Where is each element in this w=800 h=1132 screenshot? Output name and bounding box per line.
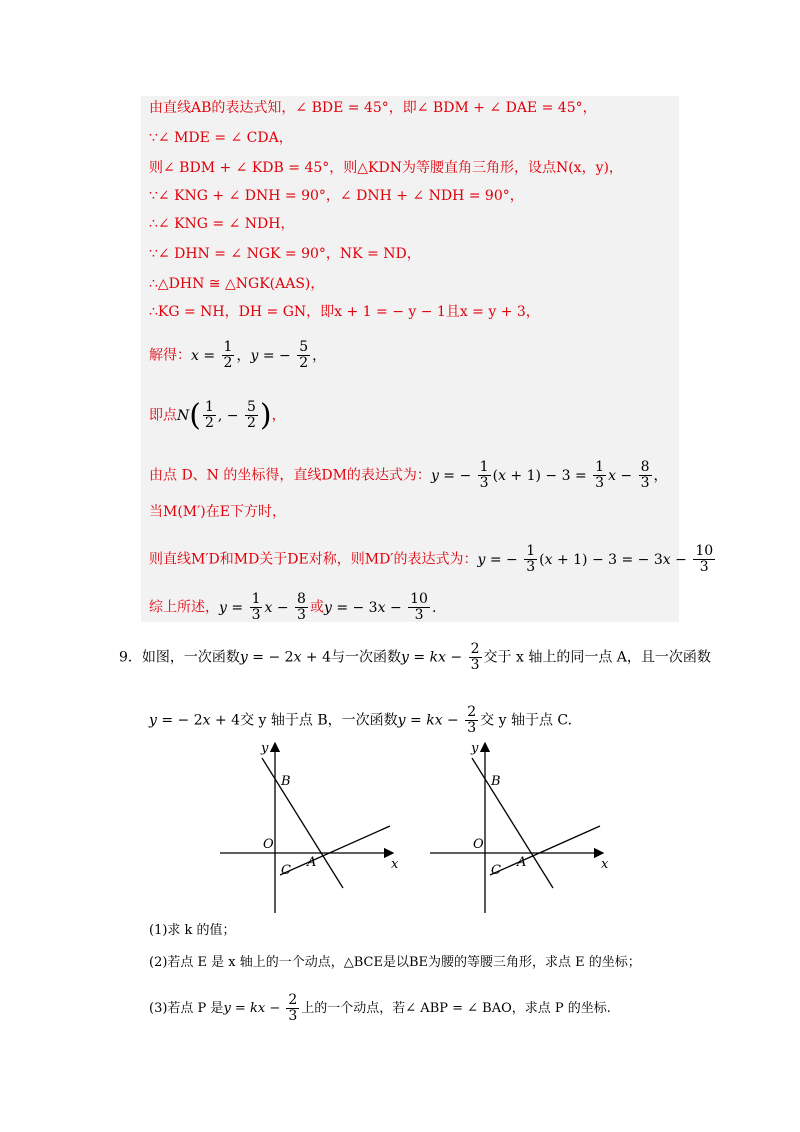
line-y-eq-kx-minus-2-3 — [490, 826, 600, 875]
solution-line-8: ∴KG = NH，DH = GN，即x + 1 = − y − 1且x = y + 3， — [149, 304, 540, 320]
solution-line-10: 即点N( $\frac{1}{2}$ , − $\frac{5}{2}$ )， — [149, 397, 286, 433]
line-y-eq-neg2x-plus4 — [472, 758, 553, 888]
solution-line-7: ∴△DHN ≅ △NGK(AAS)， — [149, 276, 325, 292]
y-axis-label: y — [471, 741, 479, 756]
solution-line-13: 则直线M′D和MD关于DE对称，则MD′的表达式为：y = − $\frac{1}{3}$ (x + 1) − 3 = − 3x − $\frac{10}{3}$ — [149, 543, 714, 575]
x-axis-label: x — [601, 857, 609, 872]
subquestion-2: (2)若点 E 是 x 轴上的一个动点，△BCE是以BE为腰的等腰三角形，求点 E 的坐标； — [149, 955, 641, 970]
graph-left — [220, 741, 399, 913]
solution-line-2: ∵∠ MDE = ∠ CDA， — [149, 130, 293, 146]
solution-line-12: 当M(M′)在E下方时， — [149, 504, 286, 520]
point-c-label: C — [281, 863, 291, 878]
solution-line-5: ∴∠ KNG = ∠ NDH， — [149, 216, 295, 232]
solution-line-14: 综上所述，y = $\frac{1}{3}$ x − $\frac{8}{3}$ 或y = − 3x − $\frac{10}{3}$ . — [149, 591, 437, 623]
line-y-eq-kx-minus-2-3 — [280, 826, 390, 875]
point-a-label: A — [517, 855, 527, 870]
subquestion-3: (3)若点 P 是y = kx − $\frac{2}{3}$ 上的一个动点，若∠ ABP = ∠ BAO，求点 P 的坐标. — [149, 992, 611, 1024]
graph-figures — [215, 738, 615, 916]
x-axis-label: x — [391, 857, 399, 872]
problem-line-2: y = − 2x + 4交 y 轴于点 B，一次函数y = kx − $\frac{2}{3}$ 交 y 轴于点 C. — [149, 704, 573, 736]
point-b-label: B — [281, 774, 291, 789]
solution-line-11: 由点 D、N 的坐标得，直线DM的表达式为：y = − $\frac{1}{3}$ (x + 1) − 3 = $\frac{1}{3}$ x − $\frac{8}{3}$ ， — [149, 459, 668, 491]
graph-right — [430, 741, 609, 913]
point-c-label: C — [491, 863, 501, 878]
y-axis-label: y — [261, 741, 269, 756]
origin-label: O — [473, 837, 484, 852]
origin-label: O — [263, 837, 274, 852]
point-b-label: B — [491, 774, 501, 789]
solution-line-1: 由直线AB的表达式知，∠ BDE = 45°，即∠ BDM + ∠ DAE = 45°， — [149, 100, 597, 116]
subquestion-1: (1)求 k 的值； — [149, 923, 236, 938]
line-y-eq-neg2x-plus4 — [262, 758, 343, 888]
solution-line-4: ∵∠ KNG + ∠ DNH = 90°，∠ DNH + ∠ NDH = 90°， — [149, 188, 524, 204]
problem-line-1: 9．如图，一次函数y = − 2x + 4与一次函数y = kx − $\frac{2}{3}$ 交于 x 轴上的同一点 A，且一次函数 — [119, 641, 711, 673]
solution-line-3: 则∠ BDM + ∠ KDB = 45°，则△KDN为等腰直角三角形，设点N(x，y)， — [149, 160, 623, 176]
solution-line-6: ∵∠ DHN = ∠ NGK = 90°，NK = ND， — [149, 246, 421, 262]
point-a-label: A — [307, 855, 317, 870]
solution-line-9: 解得：x = $\frac{1}{2}$ ，y = − $\frac{5}{2}$ ， — [149, 339, 327, 371]
